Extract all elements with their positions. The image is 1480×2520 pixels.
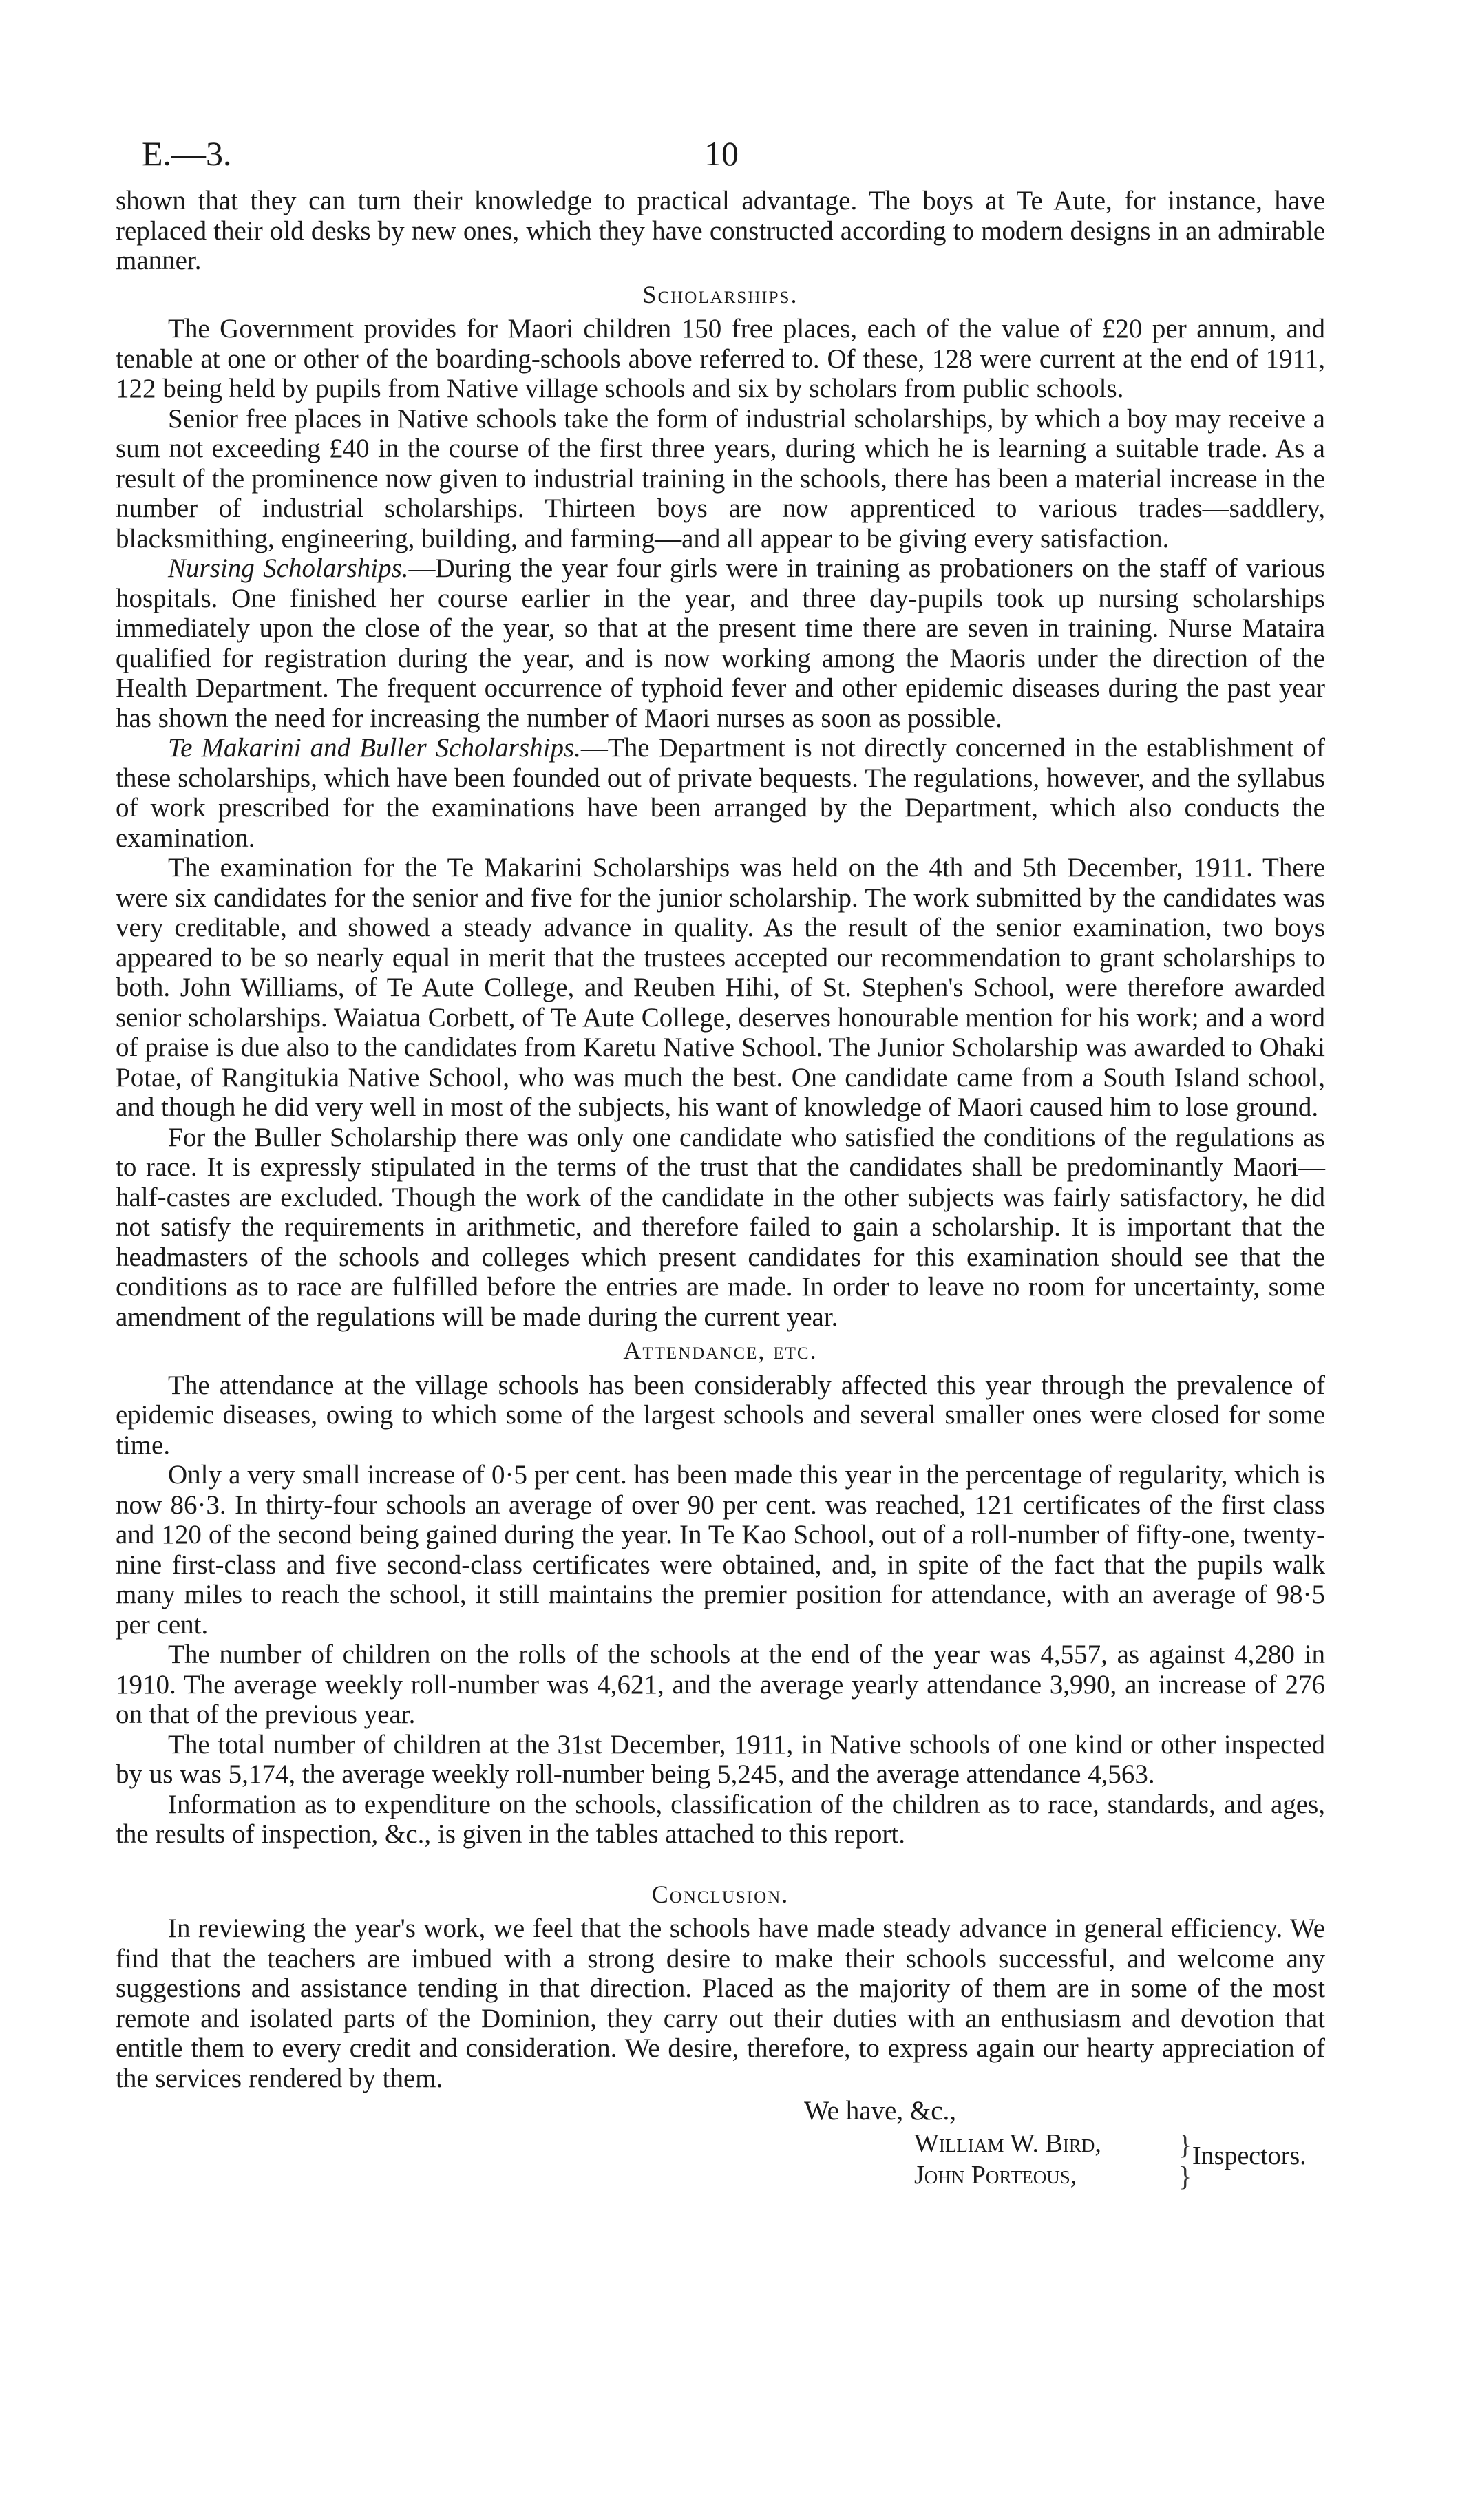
- paragraph-text: —The Department is not directly concerned in the establishment of these scholarships, which have been founded out of private bequests. The regulations, however, and the syllabus of work prescribed for the examinations have been arranged by the Department, which also conducts the examination.: [116, 733, 1326, 853]
- page-number: 10: [704, 134, 739, 173]
- paragraph: The attendance at the village schools has been considerably affected this year through the prevalence of epidemic diseases, owing to which some of the largest schools and several smaller ones were closed for some time.: [116, 1370, 1325, 1460]
- page-header: [116, 124, 1325, 186]
- paragraph: In reviewing the year's work, we feel that the schools have made steady advance in general efficiency. We find that the teachers are imbued with a strong desire to make their schools successful, and welcome any suggestions and assistance tending in that direction. Placed as the majority of them are in some of the most remote and isolated parts of the Dominion, they carry out their duties with an enthusiasm and devotion that entitle them to every credit and consideration. We desire, therefore, to express again our hearty appreciation of the services rendered by them.: [116, 1914, 1325, 2093]
- paragraph: [116, 553, 1325, 733]
- paragraph: The Government provides for Maori children 150 free places, each of the value of £20 per annum, and tenable at one or other of the boarding-schools above referred to. Of these, 128 were current at the end of 1911, 122 being held by pupils from Native village schools and six by scholars from public schools.: [116, 314, 1325, 403]
- subheading-makarini-buller: Te Makarini and Buller Scholarships.: [168, 733, 581, 763]
- paragraph: The examination for the Te Makarini Scholarships was held on the 4th and 5th December, 1911. There were six candidates for the senior and five for the junior scholarship. The work submitted by the candidates was very creditable, and showed a steady advance in quality. As the result of the senior examination, two boys appeared to be so nearly equal in merit that the trustees accepted our recommendation to grant scholarships to both. John Williams, of Te Aute College, and Reuben Hihi, of St. Stephen's School, were therefore awarded senior scholarships. Waiatua Corbett, of Te Aute College, deserves honourable mention for his work; and a word of praise is due also to the candidates from Karetu Native School. The Junior Scholarship was awarded to Ohaki Potae, of Rangitukia Native School, who was much the best. One candidate came from a South Island school, and though he did very well in most of the subjects, his want of knowledge of Maori caused him to lose ground.: [116, 853, 1325, 1122]
- section-heading-conclusion: Conclusion.: [651, 1880, 790, 1908]
- paragraph-text: —During the year four girls were in training as probationers on the staff of various hospitals. One finished her course earlier in the year, and three day-pupils took up nursing scholarships immediately upon the close of the year, so that at the present time there are seven in training. Nurse Mataira qualified for registration during the year, and is now working among the Maoris under the direction of the Health Department. The frequent occurrence of typhoid fever and other epidemic diseases during the past year has shown the need for increasing the number of Maori nurses as soon as possible.: [116, 553, 1325, 733]
- subheading-nursing-scholarships: Nursing Scholarships.: [168, 553, 409, 583]
- signatory-role: Inspectors.: [1192, 2141, 1307, 2170]
- closing-line: We have, &c.,: [804, 2096, 957, 2126]
- paragraph: Only a very small increase of 0·5 per cent. has been made this year in the percentage of regularity, which is now 86·3. In thirty-four schools an average of over 90 per cent. was reached, 121 certificates of the first class and 120 of the second being gained during the year. In Te Kao School, out of a roll-number of fifty-one, twenty-nine first-class and five second-class certificates were obtained, and, in spite of the fact that the pupils walk many miles to reach the school, it still maintains the premier position for attendance, with an average of 98·5 per cent.: [116, 1460, 1325, 1640]
- paragraph: The number of children on the rolls of the schools at the end of the year was 4,557, as against 4,280 in 1910. The average weekly roll-number was 4,621, and the average yearly attendance 3,990, an increase of 276 on that of the previous year.: [116, 1640, 1325, 1729]
- paragraph: Senior free places in Native schools take the form of industrial scholarships, by which a boy may receive a sum not exceeding £40 in the course of the first three years, during which he is learning a suitable trade. As a result of the prominence now given to industrial training in the schools, there has been a material increase in the number of industrial scholarships. Thirteen boys are now apprenticed to various trades—saddlery, blacksmithing, engineering, building, and farming—and all appear to be giving every satisfaction.: [116, 403, 1325, 553]
- paragraph: The total number of children at the 31st December, 1911, in Native schools of one kind or other inspected by us was 5,174, the average weekly roll-number being 5,245, and the average attendance 4,563.: [116, 1729, 1325, 1789]
- paragraph: Information as to expenditure on the schools, classification of the children as to race, standards, and ages, the results of inspection, &c., is given in the tables attached to this report.: [116, 1789, 1325, 1849]
- signature-block: [859, 2128, 1325, 2196]
- paragraph: [116, 733, 1325, 853]
- document-page: [116, 124, 1325, 2196]
- brace-icon: } }: [1178, 2128, 1192, 2192]
- signatory-name: John Porteous,: [914, 2160, 1077, 2190]
- section-heading-scholarships: Scholarships.: [642, 280, 799, 308]
- intro-paragraph: shown that they can turn their knowledge to practical advantage. The boys at Te Aute, for instance, have replaced their old desks by new ones, which they have constructed according to modern designs in an admirable manner.: [116, 186, 1325, 275]
- section-heading-attendance: Attendance, etc.: [623, 1337, 818, 1364]
- signatory-names: [914, 2128, 1101, 2191]
- document-body: [116, 186, 1325, 2196]
- signatory-name: William W. Bird,: [914, 2128, 1101, 2158]
- paragraph: For the Buller Scholarship there was only one candidate who satisfied the conditions of the regulations as to race. It is expressly stipulated in the terms of the trust that the candidates shall be predominantly Maori—half-castes are excluded. Though the work of the candidate in the other subjects was fairly satisfactory, he did not satisfy the requirements in arithmetic, and therefore failed to gain a scholarship. It is important that the headmasters of the schools and colleges which present candidates for this examination should see that the conditions as to race are fulfilled before the entries are made. In order to leave no room for uncertainty, some amendment of the regulations will be made during the current year.: [116, 1122, 1325, 1332]
- document-code: E.—3.: [142, 134, 232, 173]
